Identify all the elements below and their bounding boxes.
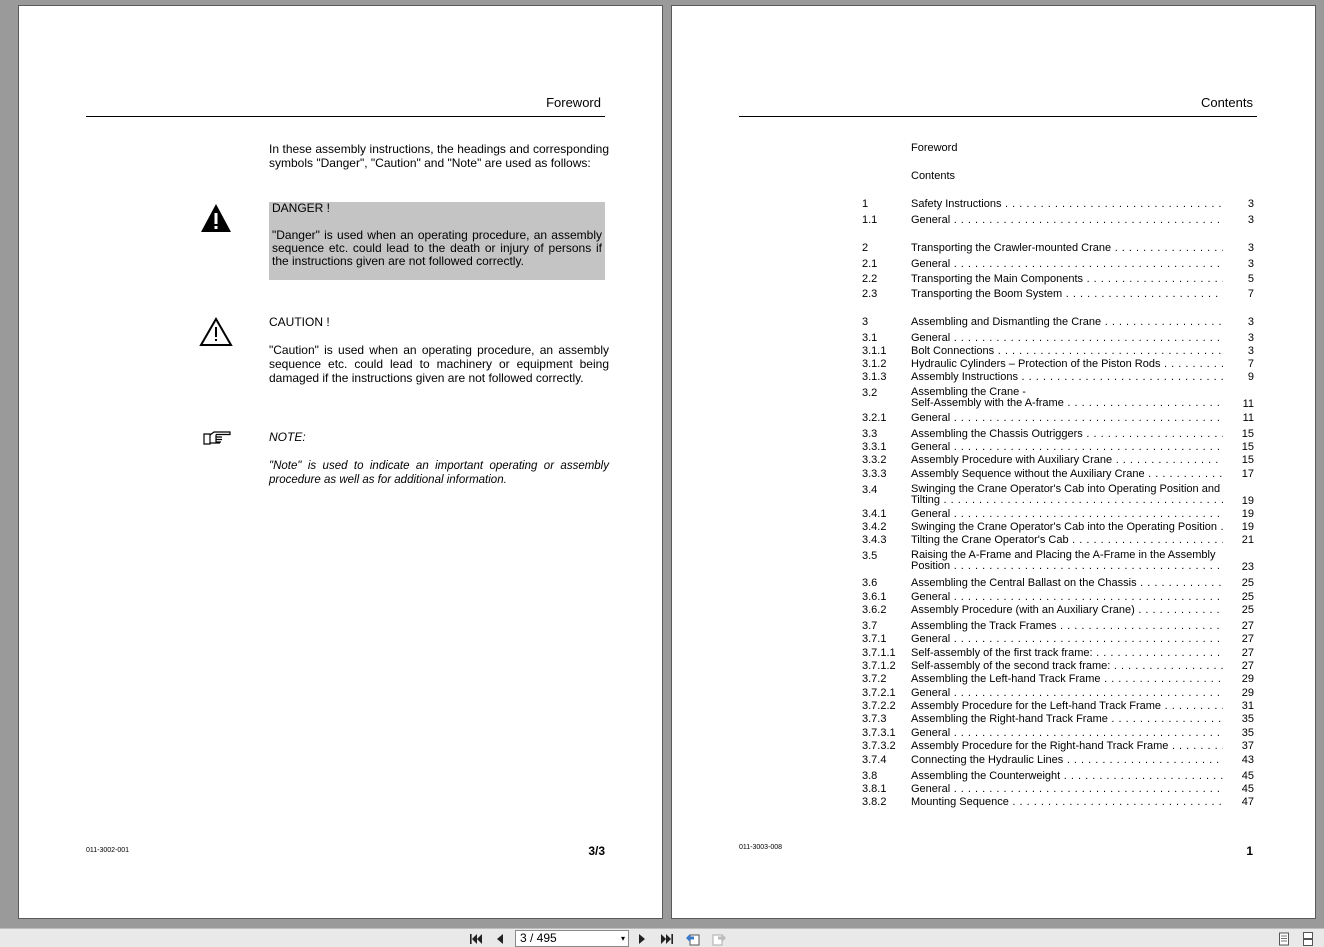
toc-row[interactable] <box>862 754 1254 768</box>
toc-page-number: 3 <box>1247 258 1254 270</box>
toc-page-number: 19 <box>1241 508 1254 520</box>
note-text: "Note" is used to indicate an important operating or assembly procedure as well as for additional information. <box>269 460 609 486</box>
toc-row[interactable] <box>862 660 1254 674</box>
caution-title: CAUTION ! <box>269 315 330 329</box>
toc-number: 3.7.3.1 <box>862 727 896 739</box>
toc-number: 3.8.2 <box>862 796 887 808</box>
toc-number: 2 <box>862 242 869 254</box>
toc-title: Assembly Procedure for the Left-hand Track Frame . . . <box>911 700 1223 712</box>
toc-number: 3.6.1 <box>862 591 887 603</box>
toc-number: 3.5 <box>862 550 878 562</box>
toc-page-number: 3 <box>1247 242 1254 254</box>
toc-row[interactable] <box>862 727 1254 741</box>
toc-title: Bolt Connections . . . <box>911 345 1223 357</box>
toc-number: 3.1.3 <box>862 371 887 383</box>
toc-row[interactable] <box>862 428 1254 442</box>
toc-row[interactable] <box>862 454 1254 468</box>
toc-title: Assembly Procedure for the Right-hand Track Frame . . . <box>911 740 1223 752</box>
toc-page-number: 27 <box>1241 633 1254 645</box>
heading-rule <box>739 116 1257 117</box>
toc-number: 3.8.1 <box>862 783 887 795</box>
toc-number: 3.1.1 <box>862 345 887 357</box>
toc-title: Self-assembly of the second track frame: . . . <box>911 660 1223 672</box>
toc-title-line1: Assembling the Crane - <box>911 387 1026 398</box>
page-indicator: 3 / 495 <box>520 931 557 945</box>
toc-row[interactable] <box>862 647 1254 661</box>
toc-title: General . . . <box>911 783 1223 795</box>
toc-row[interactable] <box>862 577 1254 591</box>
toc-title: Safety Instructions . . . <box>911 198 1223 210</box>
toc-number: 3.3.1 <box>862 441 887 453</box>
toc-page-number: 45 <box>1241 783 1254 795</box>
toc-page-number: 29 <box>1241 673 1254 685</box>
toc-title: Tilting the Crane Operator's Cab . . . <box>911 534 1223 546</box>
pointing-hand-icon <box>202 430 232 451</box>
toc-row[interactable] <box>862 713 1254 727</box>
toc-row[interactable] <box>862 387 1254 413</box>
toc-page-number: 7 <box>1247 288 1254 300</box>
toc-title: General . . . <box>911 687 1223 699</box>
caution-warning-icon <box>199 317 233 352</box>
toc-page-number: 3 <box>1247 316 1254 328</box>
go-forward-button[interactable] <box>710 931 728 947</box>
toc-number: 3.6.2 <box>862 604 887 616</box>
toc-row[interactable] <box>862 441 1254 455</box>
toc-page-number: 3 <box>1247 214 1254 226</box>
toc-number: 3.2 <box>862 387 878 399</box>
note-title: NOTE: <box>269 430 306 444</box>
toc-row[interactable] <box>862 620 1254 634</box>
toc-page-number: 47 <box>1241 796 1254 808</box>
toc-number: 3.4.2 <box>862 521 887 533</box>
danger-text: "Danger" is used when an operating procedure, an assembly sequence etc. could lead to the death or injury of persons if the instructions given are not followed correctly. <box>272 228 602 268</box>
toc-title <box>911 387 1223 413</box>
toc-row[interactable] <box>862 521 1254 535</box>
toc-number: 3.4.1 <box>862 508 887 520</box>
toc-title: Assembling the Counterweight . . . <box>911 770 1223 782</box>
toc-row[interactable] <box>862 770 1254 784</box>
toc-page-number: 7 <box>1247 358 1254 370</box>
toc-title-line2: Position . . . <box>911 561 1223 572</box>
document-code: 011-3003-008 <box>739 844 783 851</box>
toc-number: 3.7.1.2 <box>862 660 896 672</box>
toc-title-line2: Self-Assembly with the A-frame . . . <box>911 398 1223 409</box>
toc-row[interactable] <box>862 700 1254 714</box>
toc-title: Assembly Procedure with Auxiliary Crane . . . <box>911 454 1223 466</box>
toc-page-number: 15 <box>1241 441 1254 453</box>
toc-page-number: 25 <box>1241 604 1254 616</box>
toc-entry-contents[interactable]: Contents <box>911 170 956 182</box>
toc-page-number: 35 <box>1241 727 1254 739</box>
toc-number: 3.7.3.2 <box>862 740 896 752</box>
document-code: 011-3002-001 <box>86 847 130 854</box>
toc-row[interactable] <box>862 288 1254 302</box>
go-back-icon <box>685 932 701 946</box>
continuous-page-icon <box>1302 932 1314 946</box>
toc-page-number: 15 <box>1241 428 1254 440</box>
toc-number: 3.7.2.2 <box>862 700 896 712</box>
toc-page-number: 43 <box>1241 754 1254 766</box>
right-page <box>671 5 1316 919</box>
toc-page-number: 11 <box>1242 412 1254 424</box>
toc-title: General . . . <box>911 258 1223 270</box>
toc-page-number: 27 <box>1241 647 1254 659</box>
toc-page-number: 29 <box>1241 687 1254 699</box>
first-page-icon <box>469 933 483 945</box>
toc-row[interactable] <box>862 534 1254 548</box>
toc-page-number: 9 <box>1247 371 1254 383</box>
toc-page-number: 11 <box>1242 398 1254 410</box>
toc-row[interactable] <box>862 198 1254 212</box>
toc-page-number: 25 <box>1241 577 1254 589</box>
toc-page-number: 17 <box>1241 468 1254 480</box>
danger-box <box>269 202 605 280</box>
toc-row[interactable] <box>862 258 1254 272</box>
toc-title: Assembling the Left-hand Track Frame . . . <box>911 673 1223 685</box>
toc-page-number: 27 <box>1241 660 1254 672</box>
first-page-button[interactable] <box>467 931 485 947</box>
toc-title: Transporting the Main Components . . . <box>911 273 1223 285</box>
toc-row[interactable] <box>862 214 1254 228</box>
toc-row[interactable] <box>862 412 1254 426</box>
toc-title: Assembling the Central Ballast on the Chassis . . . <box>911 577 1223 589</box>
toc-title: Assembling the Track Frames . . . <box>911 620 1223 632</box>
toc-number: 3.7 <box>862 620 878 632</box>
toc-row[interactable] <box>862 591 1254 605</box>
toc-page-number: 3 <box>1247 345 1254 357</box>
toc-page-number: 25 <box>1241 591 1254 603</box>
toc-number: 3.3 <box>862 428 878 440</box>
toc-title: Transporting the Boom System . . . <box>911 288 1223 300</box>
toc-title-line2: Tilting . . . <box>911 495 1223 506</box>
toc-number: 3.7.1.1 <box>862 647 896 659</box>
toc-page-number: 23 <box>1241 561 1254 573</box>
toc-number: 3.6 <box>862 577 878 589</box>
toc-title: Mounting Sequence . . . <box>911 796 1223 808</box>
toc-page-number: 19 <box>1241 521 1254 533</box>
toc-number: 3.7.2 <box>862 673 887 685</box>
toc-number: 3.7.3 <box>862 713 887 725</box>
toc-title: General . . . <box>911 508 1223 520</box>
continuous-view-button[interactable] <box>1299 931 1317 947</box>
toc-title: Swinging the Crane Operator's Cab into the Operating Position . . . <box>911 521 1223 533</box>
previous-page-icon <box>495 933 505 945</box>
toc-title: Transporting the Crawler-mounted Crane . . . <box>911 242 1223 254</box>
toc-title: General . . . <box>911 591 1223 603</box>
toc-title: Assembling and Dismantling the Crane . . . <box>911 316 1223 328</box>
go-forward-icon <box>711 932 727 946</box>
toc-title: General . . . <box>911 214 1223 226</box>
go-back-button[interactable] <box>684 931 702 947</box>
caution-text: "Caution" is used when an operating procedure, an assembly sequence etc. could lead to machinery or equipment being damaged if the instructions given are not followed correctly. <box>269 343 609 385</box>
toc-page-number: 27 <box>1241 620 1254 632</box>
toc-row[interactable] <box>862 345 1254 359</box>
toc-page-number: 21 <box>1241 534 1254 546</box>
toc-title: General . . . <box>911 412 1223 424</box>
dropdown-arrow-icon[interactable]: ▾ <box>620 934 625 943</box>
toc-row[interactable] <box>862 550 1254 576</box>
toc-page-number: 3 <box>1247 332 1254 344</box>
toc-title: General . . . <box>911 727 1223 739</box>
toc-page-number: 3 <box>1247 198 1254 210</box>
toc-row[interactable] <box>862 508 1254 522</box>
toc-page-number: 19 <box>1241 495 1254 507</box>
toc-number: 3.1 <box>862 332 878 344</box>
toc-page-number: 15 <box>1241 454 1254 466</box>
danger-warning-icon <box>199 202 233 239</box>
toc-row[interactable] <box>862 796 1254 810</box>
toc-number: 3.4.3 <box>862 534 887 546</box>
navigation-toolbar <box>0 928 1324 947</box>
toc-number: 3.2.1 <box>862 412 887 424</box>
toc-title: General . . . <box>911 633 1223 645</box>
toc-page-number: 35 <box>1241 713 1254 725</box>
toc-title: Assembly Instructions . . . <box>911 371 1223 383</box>
toc-page-number: 31 <box>1241 700 1254 712</box>
toc-number: 3.3.3 <box>862 468 887 480</box>
toc-number: 2.1 <box>862 258 878 270</box>
left-page <box>18 5 663 919</box>
toc-entry-foreword[interactable]: Foreword <box>911 142 958 154</box>
toc-title: Hydraulic Cylinders – Protection of the Piston Rods . . . <box>911 358 1223 370</box>
previous-page-button[interactable] <box>491 931 509 947</box>
toc-number: 1.1 <box>862 214 878 226</box>
toc-row[interactable] <box>862 242 1254 256</box>
toc-row[interactable] <box>862 604 1254 618</box>
toc-row[interactable] <box>862 633 1254 647</box>
toc-row[interactable] <box>862 371 1254 385</box>
toc-number: 3.7.2.1 <box>862 687 896 699</box>
toc-row[interactable] <box>862 484 1254 510</box>
toc-title: Assembly Sequence without the Auxiliary Crane . . . <box>911 468 1223 480</box>
toc-title-line1: Raising the A-Frame and Placing the A-Frame in the Assembly <box>911 550 1216 561</box>
toc-number: 1 <box>862 198 869 210</box>
heading-rule <box>86 116 605 117</box>
toc-number: 3.4 <box>862 484 878 496</box>
page-number: 1 <box>1246 844 1253 858</box>
toc-number: 3.3.2 <box>862 454 887 466</box>
toc-page-number: 45 <box>1241 770 1254 782</box>
toc-number: 2.3 <box>862 288 878 300</box>
toc-number: 3.1.2 <box>862 358 887 370</box>
toc-title: General . . . <box>911 332 1223 344</box>
toc-title <box>911 550 1223 576</box>
toc-number: 3 <box>862 316 869 328</box>
toc-title: Assembling the Chassis Outriggers . . . <box>911 428 1223 440</box>
single-page-icon <box>1278 932 1290 946</box>
toc-row[interactable] <box>862 316 1254 330</box>
toc-title: General . . . <box>911 441 1223 453</box>
toc-number: 2.2 <box>862 273 878 285</box>
page-heading: Contents <box>1200 95 1253 110</box>
toc-page-number: 37 <box>1241 740 1254 752</box>
toc-title: Assembly Procedure (with an Auxiliary Crane) . . . <box>911 604 1223 616</box>
single-page-view-button[interactable] <box>1275 931 1293 947</box>
last-page-button[interactable] <box>658 931 676 947</box>
next-page-button[interactable] <box>633 931 651 947</box>
toc-number: 3.7.4 <box>862 754 887 766</box>
toc-page-number: 5 <box>1247 273 1254 285</box>
intro-paragraph: In these assembly instructions, the headings and corresponding symbols "Danger", "Caution" and "Note" are used as follows: <box>269 142 609 170</box>
toc-title-line1: Swinging the Crane Operator's Cab into Operating Position and <box>911 484 1221 495</box>
toc-row[interactable] <box>862 468 1254 482</box>
next-page-icon <box>637 933 647 945</box>
page-number-field[interactable] <box>515 930 629 947</box>
toc-number: 3.8 <box>862 770 878 782</box>
toc-title: Connecting the Hydraulic Lines . . . <box>911 754 1223 766</box>
page-heading: Foreword <box>546 95 601 110</box>
toc-row[interactable] <box>862 273 1254 287</box>
toc-number: 3.7.1 <box>862 633 887 645</box>
toc-row[interactable] <box>862 687 1254 701</box>
toc-title: Assembling the Right-hand Track Frame . . . <box>911 713 1223 725</box>
page-number: 3/3 <box>588 844 605 858</box>
toc-title <box>911 484 1223 510</box>
toc-row[interactable] <box>862 783 1254 797</box>
toc-row[interactable] <box>862 358 1254 372</box>
toc-row[interactable] <box>862 740 1254 754</box>
danger-title: DANGER ! <box>272 201 331 215</box>
toc-row[interactable] <box>862 673 1254 687</box>
toc-title: Self-assembly of the first track frame: . . . <box>911 647 1223 659</box>
toc-row[interactable] <box>862 332 1254 346</box>
last-page-icon <box>660 933 674 945</box>
